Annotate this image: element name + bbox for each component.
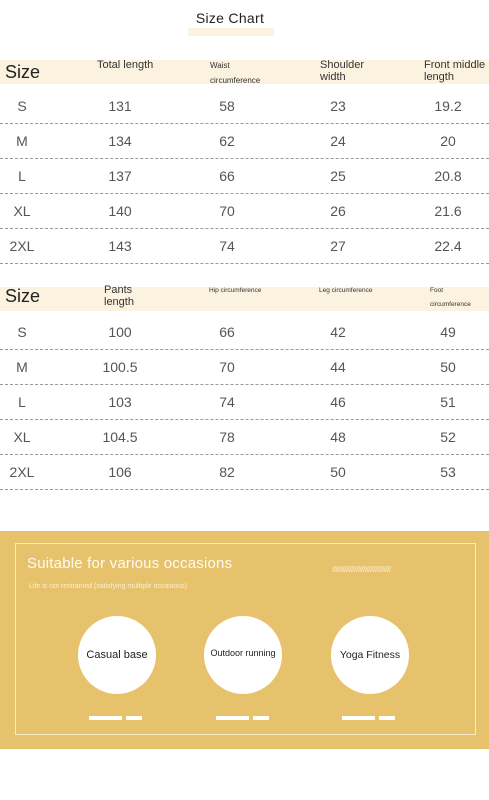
top-table-header	[0, 60, 489, 84]
occasions-subtitle: Life is not restrained (satisfying multiple occasions)	[29, 583, 187, 590]
header-hip: Hip circumference	[209, 287, 262, 294]
cell: 134	[108, 133, 132, 149]
cell: 131	[108, 98, 132, 114]
size-chart-title: Size Chart	[195, 10, 265, 26]
cell: 70	[219, 359, 235, 375]
table-row	[0, 89, 489, 124]
cell: 44	[330, 359, 346, 375]
cell-size: 2XL	[9, 464, 35, 480]
occasion-label: Casual base	[86, 649, 148, 661]
table-row	[0, 420, 489, 455]
cell-size: S	[17, 98, 27, 114]
occasion-label: Yoga Fitness	[339, 649, 401, 661]
cell: 24	[330, 133, 346, 149]
cell: 100.5	[102, 359, 138, 375]
cell: 20.8	[434, 168, 462, 184]
cell: 103	[108, 394, 132, 410]
cell: 70	[219, 203, 235, 219]
cell: 23	[330, 98, 346, 114]
cell: 143	[108, 238, 132, 254]
cell: 100	[108, 324, 132, 340]
cell-size: 2XL	[9, 238, 35, 254]
decorative-bars	[342, 716, 397, 720]
cell-size: L	[18, 168, 26, 184]
cell: 42	[330, 324, 346, 340]
cell: 62	[219, 133, 235, 149]
table-row	[0, 124, 489, 159]
cell: 50	[440, 359, 456, 375]
row-divider	[0, 263, 489, 264]
cell: 82	[219, 464, 235, 480]
occasion-circle-casual	[78, 616, 156, 694]
bottom-table-header	[0, 284, 489, 311]
decorative-slashes: //////////////////////////////////	[332, 565, 391, 574]
occasion-circle-yoga	[331, 616, 409, 694]
cell: 22.4	[434, 238, 462, 254]
title-underline	[188, 28, 274, 36]
cell: 25	[330, 168, 346, 184]
row-divider	[0, 489, 489, 490]
cell-size: M	[16, 133, 28, 149]
occasion-label: Outdoor running	[210, 648, 276, 658]
occasions-title: Suitable for various occasions	[27, 555, 233, 572]
cell: 26	[330, 203, 346, 219]
cell: 137	[108, 168, 132, 184]
header-foot: Foot circumference	[430, 287, 471, 308]
header-total-length: Total length	[97, 59, 154, 71]
table-row	[0, 315, 489, 350]
cell: 74	[219, 238, 235, 254]
header-front-middle: Front middle length	[424, 59, 486, 83]
cell: 106	[108, 464, 132, 480]
cell-size: M	[16, 359, 28, 375]
header-leg: Leg circumference	[319, 287, 373, 294]
cell: 52	[440, 429, 456, 445]
cell: 53	[440, 464, 456, 480]
header-waist: Waist circumference	[210, 61, 261, 86]
cell-size: XL	[13, 429, 31, 445]
table-row	[0, 194, 489, 229]
header-shoulder: Shoulder width	[320, 59, 365, 83]
table-row	[0, 229, 489, 264]
cell: 104.5	[102, 429, 138, 445]
decorative-bars	[89, 716, 144, 720]
cell: 66	[219, 168, 235, 184]
table-row	[0, 385, 489, 420]
cell: 27	[330, 238, 346, 254]
cell-size: XL	[13, 203, 31, 219]
cell: 48	[330, 429, 346, 445]
cell: 21.6	[434, 203, 462, 219]
cell: 51	[440, 394, 456, 410]
cell: 66	[219, 324, 235, 340]
decorative-bars	[216, 716, 271, 720]
table-row	[0, 159, 489, 194]
cell: 49	[440, 324, 456, 340]
header-size: Size	[5, 286, 41, 306]
table-row	[0, 455, 489, 490]
cell: 74	[219, 394, 235, 410]
cell: 50	[330, 464, 346, 480]
cell: 20	[440, 133, 456, 149]
cell-size: L	[18, 394, 26, 410]
cell: 78	[219, 429, 235, 445]
table-row	[0, 350, 489, 385]
header-size: Size	[5, 62, 41, 82]
cell: 19.2	[434, 98, 462, 114]
occasion-circle-running	[204, 616, 282, 694]
cell-size: S	[17, 324, 27, 340]
header-pants-length: Pants length	[104, 284, 134, 308]
cell: 46	[330, 394, 346, 410]
cell: 140	[108, 203, 132, 219]
cell: 58	[219, 98, 235, 114]
